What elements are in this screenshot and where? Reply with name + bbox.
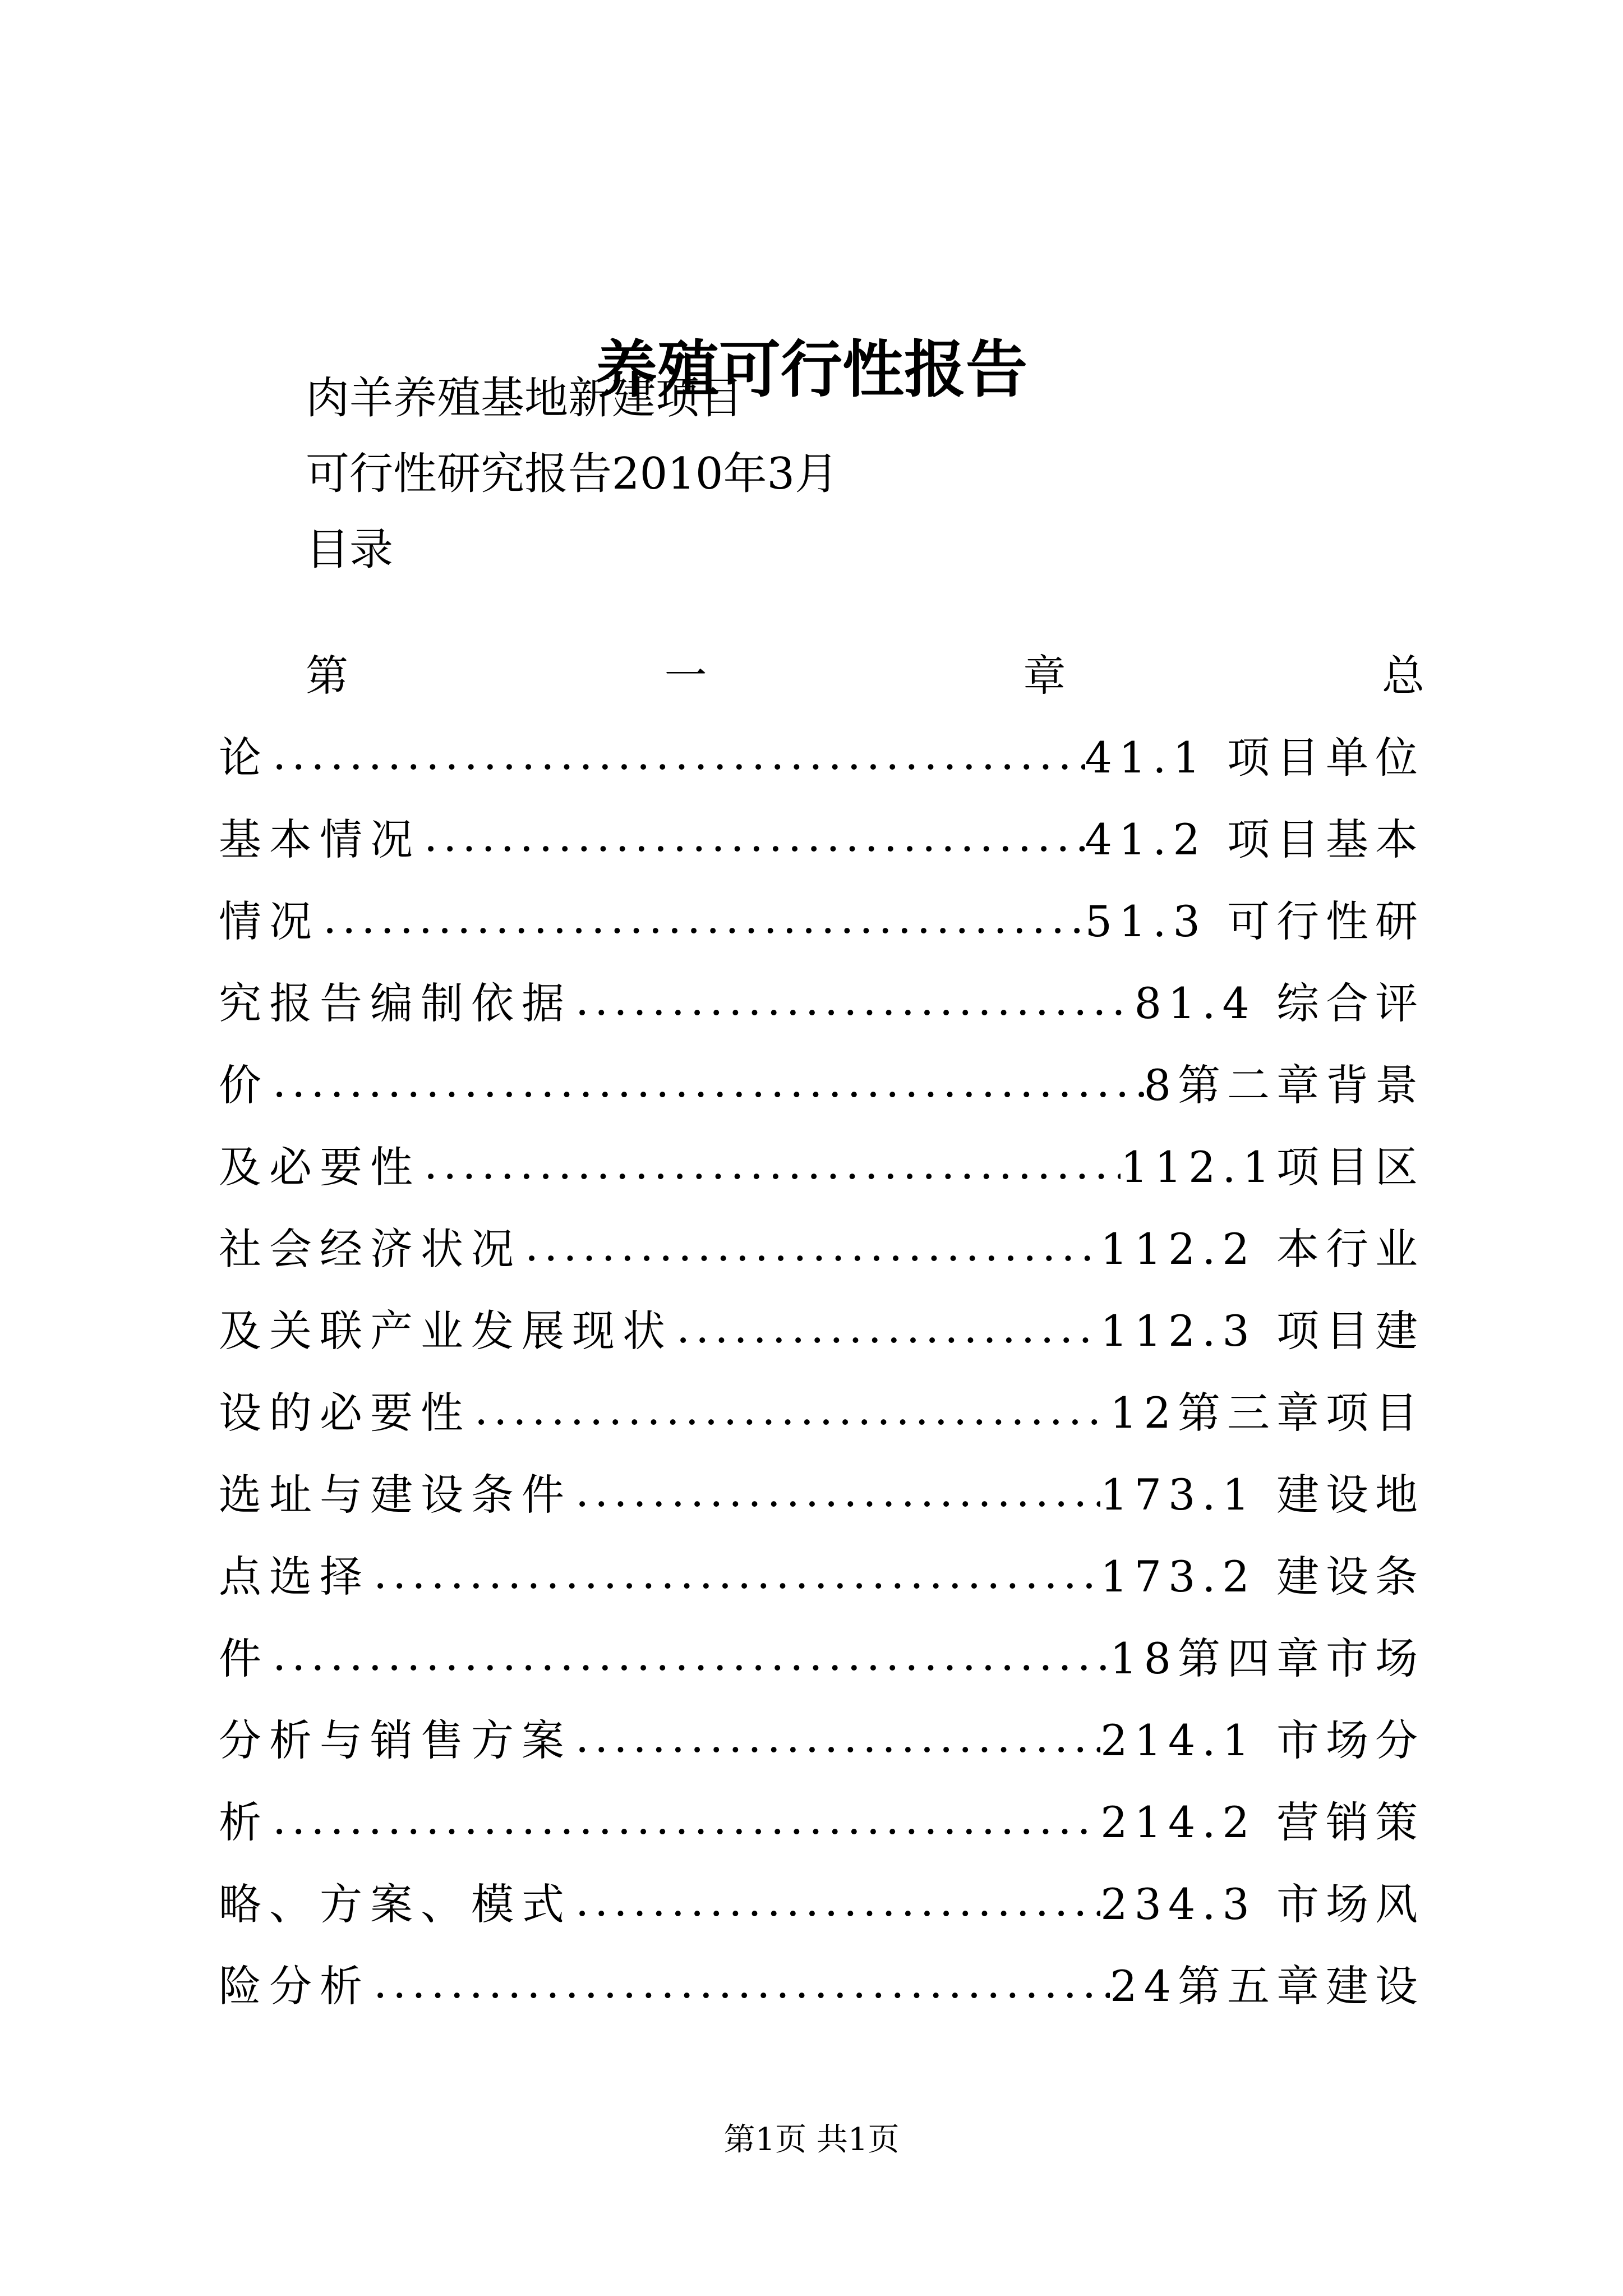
toc-heading: 目录	[306, 524, 394, 575]
toc-entry-text: 情况	[219, 896, 320, 946]
toc-entry-page-and-next: 51.3 可行性研	[1085, 896, 1424, 946]
toc-leader-dots	[421, 811, 1085, 861]
toc-entry-page-and-next: 112.1项目区	[1121, 1142, 1424, 1192]
toc-entry	[219, 795, 1424, 877]
toc-entry-text: 点选择	[219, 1551, 370, 1602]
toc-leader-dots	[572, 1712, 1100, 1762]
toc-entry-page-and-next: 41.1 项目单位	[1085, 732, 1424, 783]
toc-entry-text: 究报告编制依据	[219, 978, 572, 1028]
toc-entry-text: 设的必要性	[219, 1387, 471, 1438]
toc-entry-page-and-next: 12第三章项目	[1110, 1387, 1424, 1438]
toc-entry-text: 及必要性	[219, 1142, 421, 1192]
toc-entry-text: 论	[219, 732, 269, 783]
toc-leader-dots	[522, 1221, 1100, 1271]
page-title: 养殖可行性报告	[596, 333, 1027, 406]
toc-leader-dots	[572, 975, 1135, 1025]
report-subtitle-date: 可行性研究报告2010年3月	[306, 449, 839, 499]
toc-leader-dots	[572, 1466, 1100, 1516]
toc-entry-text: 及关联产业发展现状	[219, 1305, 673, 1356]
spread-char: 章	[1023, 650, 1066, 701]
toc-entry-page-and-next: 18第四章市场	[1110, 1633, 1424, 1683]
toc-entry-page-and-next: 8第二章背景	[1144, 1060, 1424, 1110]
toc-leader-dots	[370, 1958, 1110, 2008]
toc-entry-text: 略、方案、模式	[219, 1879, 572, 1929]
toc-entry-text: 社会经济状况	[219, 1223, 522, 1274]
toc-entry	[219, 1696, 1424, 1778]
toc-entry-page-and-next: 24第五章建设	[1110, 1961, 1424, 2011]
toc-leader-dots	[320, 893, 1085, 943]
spread-char: 总	[1381, 650, 1424, 701]
toc-entry-text: 选址与建设条件	[219, 1469, 572, 1520]
toc-leader-dots	[572, 1876, 1100, 1926]
toc-leader-dots	[269, 1794, 1100, 1844]
toc-entry	[219, 1778, 1424, 1860]
toc-entry	[219, 1860, 1424, 1941]
toc-entry-text: 析	[219, 1797, 269, 1847]
toc-entry	[219, 1286, 1424, 1368]
toc-leader-dots	[269, 1057, 1144, 1107]
toc-entry	[219, 1204, 1424, 1286]
toc-entry-text: 分析与销售方案	[219, 1715, 572, 1765]
toc-entry	[219, 1532, 1424, 1614]
toc-leader-dots	[471, 1384, 1110, 1434]
toc-leader-dots	[269, 729, 1085, 779]
toc-entry	[219, 959, 1424, 1041]
toc-leader-dots	[421, 1139, 1121, 1189]
toc-entry	[219, 877, 1424, 959]
toc-entry-page-and-next: 173.1 建设地	[1100, 1469, 1424, 1520]
toc-entry-text: 件	[219, 1633, 269, 1683]
toc-entry-page-and-next: 112.3 项目建	[1100, 1305, 1424, 1356]
toc-entry-text: 险分析	[219, 1961, 370, 2011]
toc-entry	[219, 1614, 1424, 1696]
toc-entry-page-and-next: 214.1 市场分	[1100, 1715, 1424, 1765]
toc-entry-page-and-next: 173.2 建设条	[1100, 1551, 1424, 1602]
toc-entry-page-and-next: 41.2 项目基本	[1085, 814, 1424, 864]
toc-entry	[219, 1368, 1424, 1450]
toc-entry-page-and-next: 234.3 市场风	[1100, 1879, 1424, 1929]
toc-entry	[219, 713, 1424, 795]
project-name: 肉羊养殖基地新建项目	[306, 373, 744, 424]
toc-entry-page-and-next: 214.2 营销策	[1100, 1797, 1424, 1847]
toc-entry	[219, 1450, 1424, 1532]
toc-entry	[219, 1041, 1424, 1122]
toc-leader-dots	[269, 1630, 1110, 1680]
toc-leader-dots	[370, 1548, 1100, 1598]
toc-entry-text: 价	[219, 1060, 269, 1110]
spread-char: 第	[306, 650, 348, 701]
toc-chapter-heading-spread	[219, 631, 1424, 713]
table-of-contents	[219, 631, 1424, 2023]
page-footer: 第1页 共1页	[723, 2122, 900, 2158]
toc-entry-page-and-next: 112.2 本行业	[1100, 1223, 1424, 1274]
toc-entry	[219, 1941, 1424, 2023]
toc-entry-page-and-next: 81.4 综合评	[1134, 978, 1424, 1028]
spread-char: 一	[664, 650, 707, 701]
toc-entry	[219, 1122, 1424, 1204]
toc-entry-text: 基本情况	[219, 814, 421, 864]
toc-leader-dots	[673, 1303, 1100, 1352]
